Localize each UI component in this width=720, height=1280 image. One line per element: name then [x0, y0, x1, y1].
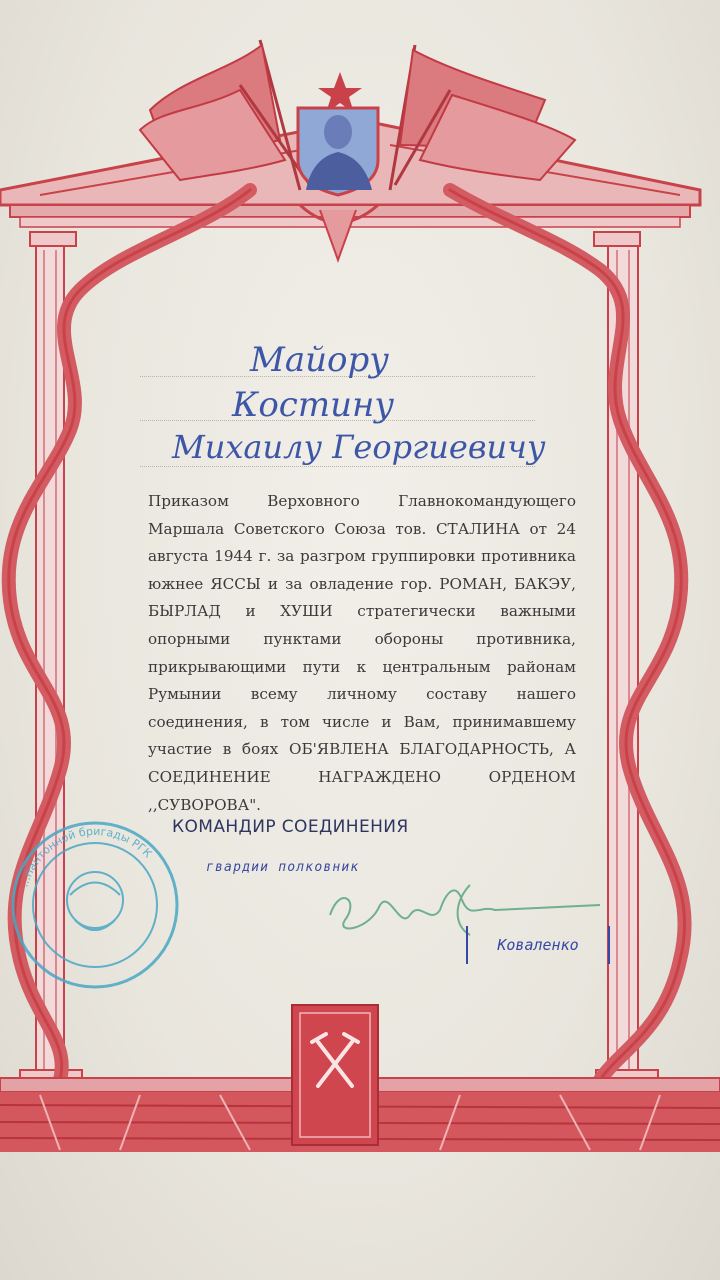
address-rule-3: [140, 466, 535, 467]
commander-name: Коваленко: [466, 926, 610, 964]
citation-paragraph: Приказом Верховного Главнокомандующего Маршала Советского Союза тов. СТАЛИНА от 24 августа 1944 г. за разгром группировки противника южнее ЯССЫ и за овладение гор. РОМАН, БАКЭУ, БЫРЛАД и ХУШИ стратегически важными опорными пунктами обороны противника, прикрывающими пути к центральным районам Румынии всему личному составу нашего соединения, в том числе и Вам, принимавшему участие в боях ОБ'ЯВЛЕНА БЛАГОДАРНОСТЬ, А СОЕДИНЕНИЕ НАГРАЖДЕНО ОРДЕНОМ ,,СУВОРОВА".: [148, 492, 576, 814]
commander-title: КОМАНДИР СОЕДИНЕНИЯ: [172, 817, 409, 837]
stamp-arc-text: ...пантонной бригады РГК: [17, 824, 155, 889]
citation-text: [148, 488, 576, 819]
recipient-name-patronymic: Михаилу Георгиевичу: [172, 428, 546, 466]
pedestal: [292, 1005, 378, 1145]
recipient-rank: Майору: [250, 340, 389, 380]
recipient-surname: Костину: [232, 385, 395, 425]
commander-rank: гвардии полковник: [206, 860, 360, 875]
portrait-medallion: [298, 108, 378, 260]
